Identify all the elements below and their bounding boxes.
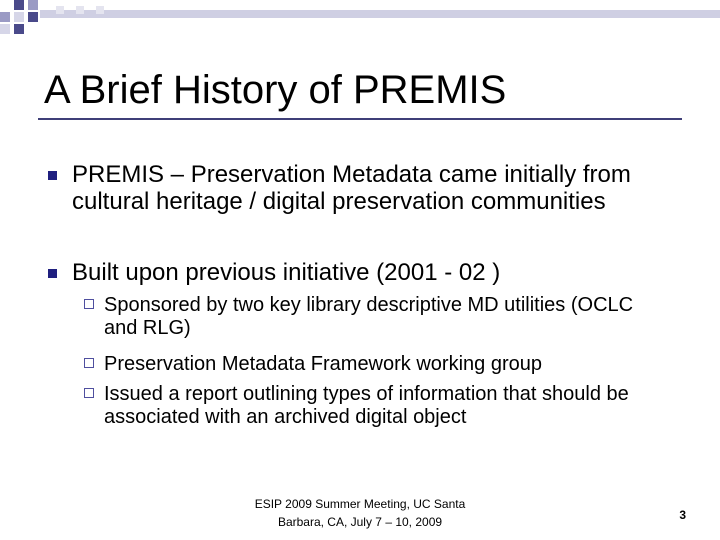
- sub-bullet-text: Issued a report outlining types of information that should be associated with an archived digital object: [104, 383, 629, 428]
- sub-bullet-item: [104, 353, 664, 376]
- bullet-text: PREMIS – Preservation Metadata came initially from cultural heritage / digital preservation communities: [72, 161, 631, 215]
- square-bullet-icon: [48, 171, 57, 180]
- sub-bullet-text: Preservation Metadata Framework working group: [104, 353, 542, 375]
- footer-line: Barbara, CA, July 7 – 10, 2009: [277, 515, 443, 529]
- sub-bullet-item: [104, 294, 664, 340]
- square-bullet-icon: [48, 269, 57, 278]
- slide-footer: [250, 495, 470, 531]
- bullet-text: Built upon previous initiative (2001 - 02 ): [72, 259, 501, 286]
- header-band: [40, 10, 720, 18]
- hollow-square-bullet-icon: [84, 299, 94, 309]
- sub-bullet-item: [104, 383, 664, 429]
- slide-title: A Brief History of PREMIS: [44, 68, 507, 112]
- hollow-square-bullet-icon: [84, 358, 94, 368]
- bullet-item: [72, 161, 672, 215]
- bullet-item: [72, 259, 672, 286]
- page-number: 3: [679, 508, 686, 522]
- title-underline: [38, 118, 682, 120]
- header-decoration: [0, 0, 720, 40]
- footer-line: ESIP 2009 Summer Meeting, UC Santa: [254, 497, 466, 511]
- sub-bullet-text: Sponsored by two key library descriptive MD utilities (OCLC and RLG): [104, 294, 634, 339]
- hollow-square-bullet-icon: [84, 388, 94, 398]
